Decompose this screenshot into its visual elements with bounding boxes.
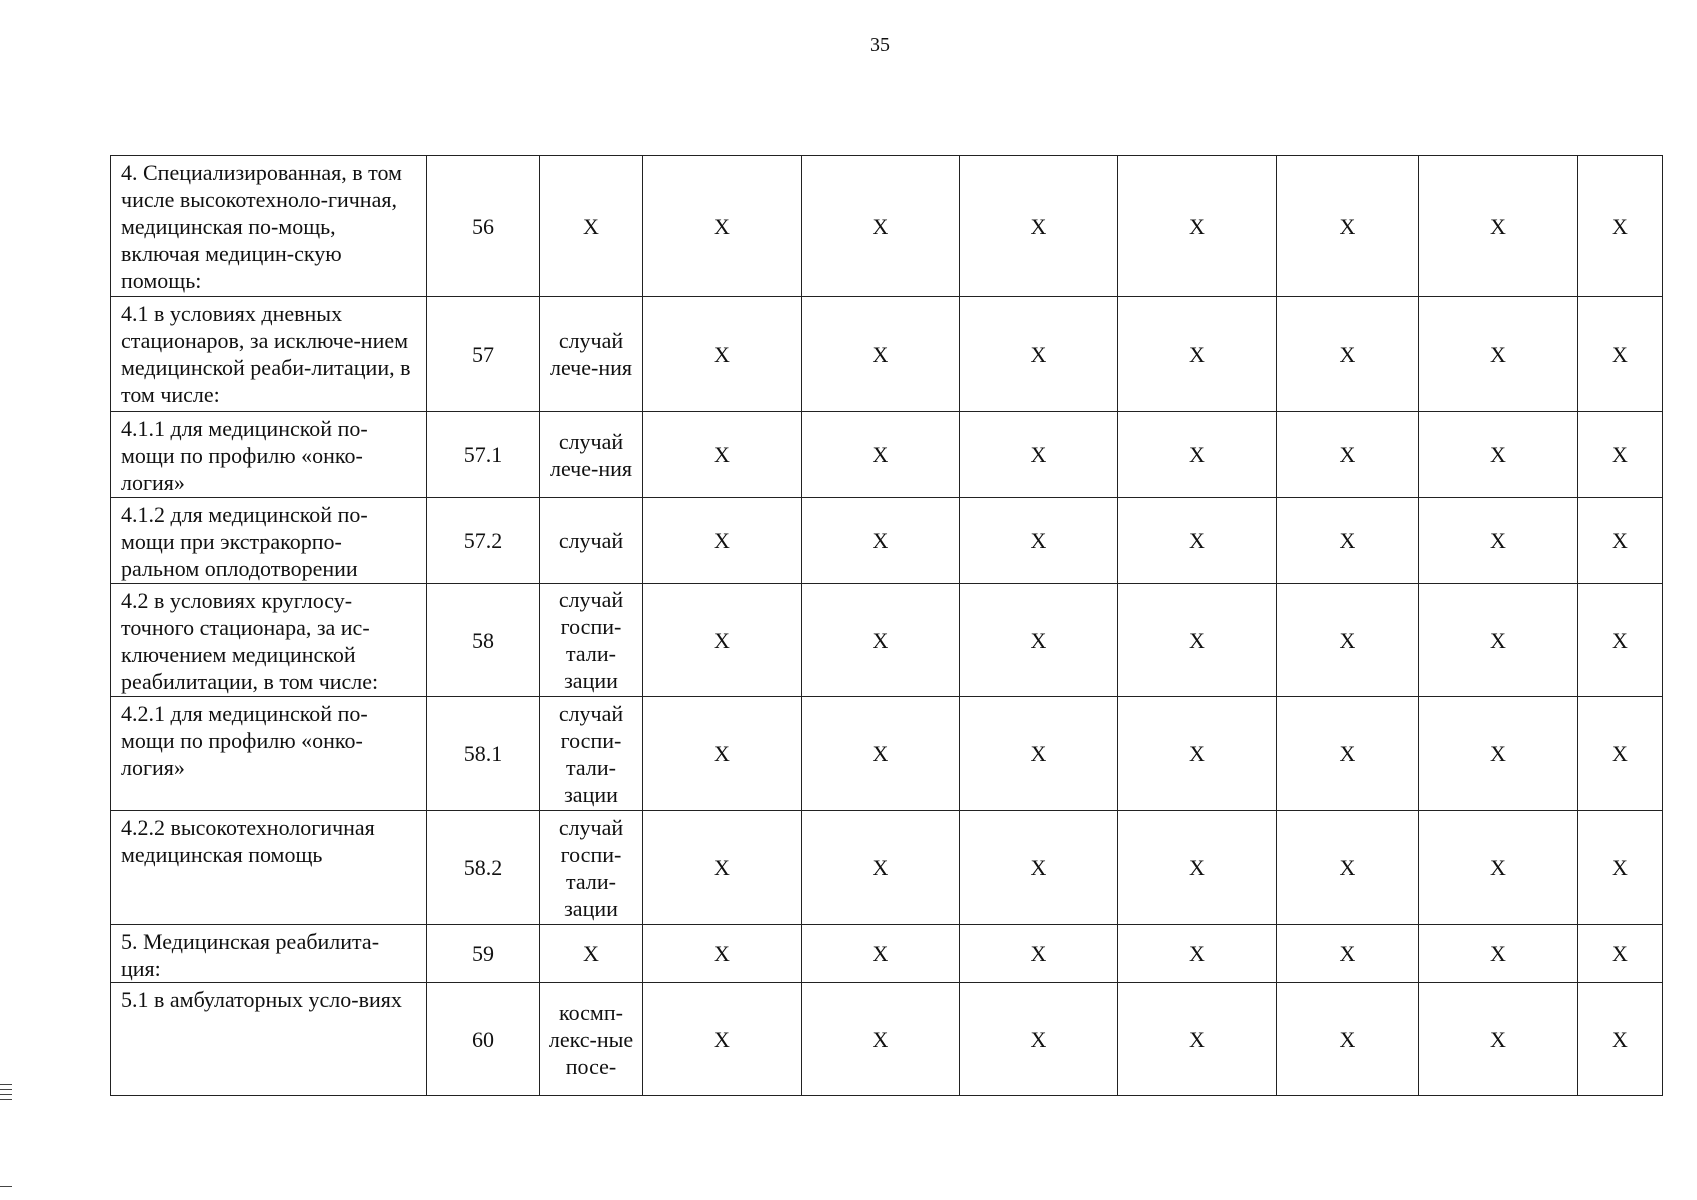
scan-mark: [0, 1084, 12, 1085]
value-cell: X: [802, 156, 960, 297]
value-cell: X: [643, 156, 802, 297]
table-row: [111, 697, 1663, 811]
value-cell: X: [1419, 811, 1578, 925]
value-cell: X: [802, 412, 960, 498]
row-description: 4.2.1 для медицинской по-мощи по профилю «онко-логия»: [111, 697, 427, 811]
value-cell: X: [1118, 412, 1277, 498]
row-unit: случай госпи-тали-зации: [540, 811, 643, 925]
value-cell: X: [802, 925, 960, 983]
row-unit: случай: [540, 498, 643, 584]
row-description: 4.2 в условиях круглосу-точного стационара, за ис-ключением медицинской реабилитации, в том числе:: [111, 584, 427, 697]
value-cell: X: [1277, 983, 1419, 1096]
table-row: [111, 811, 1663, 925]
value-cell: X: [1277, 498, 1419, 584]
row-description: 4.1 в условиях дневных стационаров, за исключе-нием медицинской реаби-литации, в том числе:: [111, 297, 427, 412]
value-cell: X: [643, 584, 802, 697]
value-cell: X: [1419, 156, 1578, 297]
value-cell: X: [802, 697, 960, 811]
value-cell: X: [1277, 925, 1419, 983]
value-cell: X: [1578, 156, 1663, 297]
scan-mark: [0, 1089, 12, 1090]
value-cell: X: [1277, 412, 1419, 498]
value-cell: X: [1578, 983, 1663, 1096]
value-cell: X: [1419, 498, 1578, 584]
row-code: 58.2: [427, 811, 540, 925]
value-cell: X: [643, 925, 802, 983]
value-cell: X: [643, 297, 802, 412]
row-code: 57.2: [427, 498, 540, 584]
value-cell: X: [1578, 412, 1663, 498]
value-cell: X: [1578, 297, 1663, 412]
row-code: 56: [427, 156, 540, 297]
row-unit: случай лече-ния: [540, 297, 643, 412]
value-cell: X: [643, 412, 802, 498]
value-cell: X: [643, 811, 802, 925]
value-cell: X: [960, 156, 1118, 297]
row-description: 4.2.2 высокотехнологичная медицинская помощь: [111, 811, 427, 925]
value-cell: X: [1118, 584, 1277, 697]
row-unit: X: [540, 156, 643, 297]
value-cell: X: [1118, 297, 1277, 412]
value-cell: X: [960, 584, 1118, 697]
row-description: 5. Медицинская реабилита-ция:: [111, 925, 427, 983]
value-cell: X: [960, 925, 1118, 983]
value-cell: X: [802, 498, 960, 584]
row-code: 59: [427, 925, 540, 983]
table-row: [111, 297, 1663, 412]
value-cell: X: [1578, 925, 1663, 983]
scan-mark: [0, 1186, 12, 1187]
table-body: [111, 156, 1663, 1096]
value-cell: X: [1277, 811, 1419, 925]
value-cell: X: [1277, 584, 1419, 697]
value-cell: X: [1118, 811, 1277, 925]
row-code: 57: [427, 297, 540, 412]
table-row: [111, 584, 1663, 697]
row-code: 60: [427, 983, 540, 1096]
row-unit: случай госпи-тали-зации: [540, 584, 643, 697]
value-cell: X: [802, 584, 960, 697]
services-table: [110, 155, 1663, 1096]
row-unit: космп-лекс-ные посе-: [540, 983, 643, 1096]
value-cell: X: [960, 697, 1118, 811]
page-number: 35: [870, 34, 890, 56]
table-row: [111, 925, 1663, 983]
row-code: 58.1: [427, 697, 540, 811]
value-cell: X: [1419, 925, 1578, 983]
row-unit: случай госпи-тали-зации: [540, 697, 643, 811]
scan-mark: [0, 1099, 12, 1100]
value-cell: X: [802, 297, 960, 412]
value-cell: X: [960, 983, 1118, 1096]
value-cell: X: [802, 983, 960, 1096]
value-cell: X: [1118, 925, 1277, 983]
value-cell: X: [960, 811, 1118, 925]
value-cell: X: [643, 498, 802, 584]
value-cell: X: [1419, 412, 1578, 498]
value-cell: X: [1419, 983, 1578, 1096]
value-cell: X: [960, 498, 1118, 584]
value-cell: X: [1277, 697, 1419, 811]
table-row: [111, 156, 1663, 297]
row-description: 4. Специализированная, в том числе высокотехноло-гичная, медицинская по-мощь, включая медицин-скую помощь:: [111, 156, 427, 297]
value-cell: X: [1419, 297, 1578, 412]
table-row: [111, 983, 1663, 1096]
value-cell: X: [1578, 697, 1663, 811]
value-cell: X: [1277, 156, 1419, 297]
value-cell: X: [1419, 584, 1578, 697]
value-cell: X: [960, 297, 1118, 412]
value-cell: X: [1419, 697, 1578, 811]
value-cell: X: [1578, 811, 1663, 925]
row-description: 4.1.1 для медицинской по-мощи по профилю «онко-логия»: [111, 412, 427, 498]
row-unit: X: [540, 925, 643, 983]
value-cell: X: [643, 697, 802, 811]
value-cell: X: [1118, 498, 1277, 584]
table-row: [111, 412, 1663, 498]
value-cell: X: [1118, 156, 1277, 297]
value-cell: X: [643, 983, 802, 1096]
row-code: 58: [427, 584, 540, 697]
value-cell: X: [1578, 584, 1663, 697]
scan-mark: [0, 1094, 12, 1095]
value-cell: X: [1578, 498, 1663, 584]
row-description: 4.1.2 для медицинской по-мощи при экстракорпо-ральном оплодотворении: [111, 498, 427, 584]
value-cell: X: [1277, 297, 1419, 412]
row-unit: случай лече-ния: [540, 412, 643, 498]
table-row: [111, 498, 1663, 584]
value-cell: X: [802, 811, 960, 925]
value-cell: X: [1118, 983, 1277, 1096]
row-description: 5.1 в амбулаторных усло-виях: [111, 983, 427, 1096]
value-cell: X: [1118, 697, 1277, 811]
value-cell: X: [960, 412, 1118, 498]
row-code: 57.1: [427, 412, 540, 498]
